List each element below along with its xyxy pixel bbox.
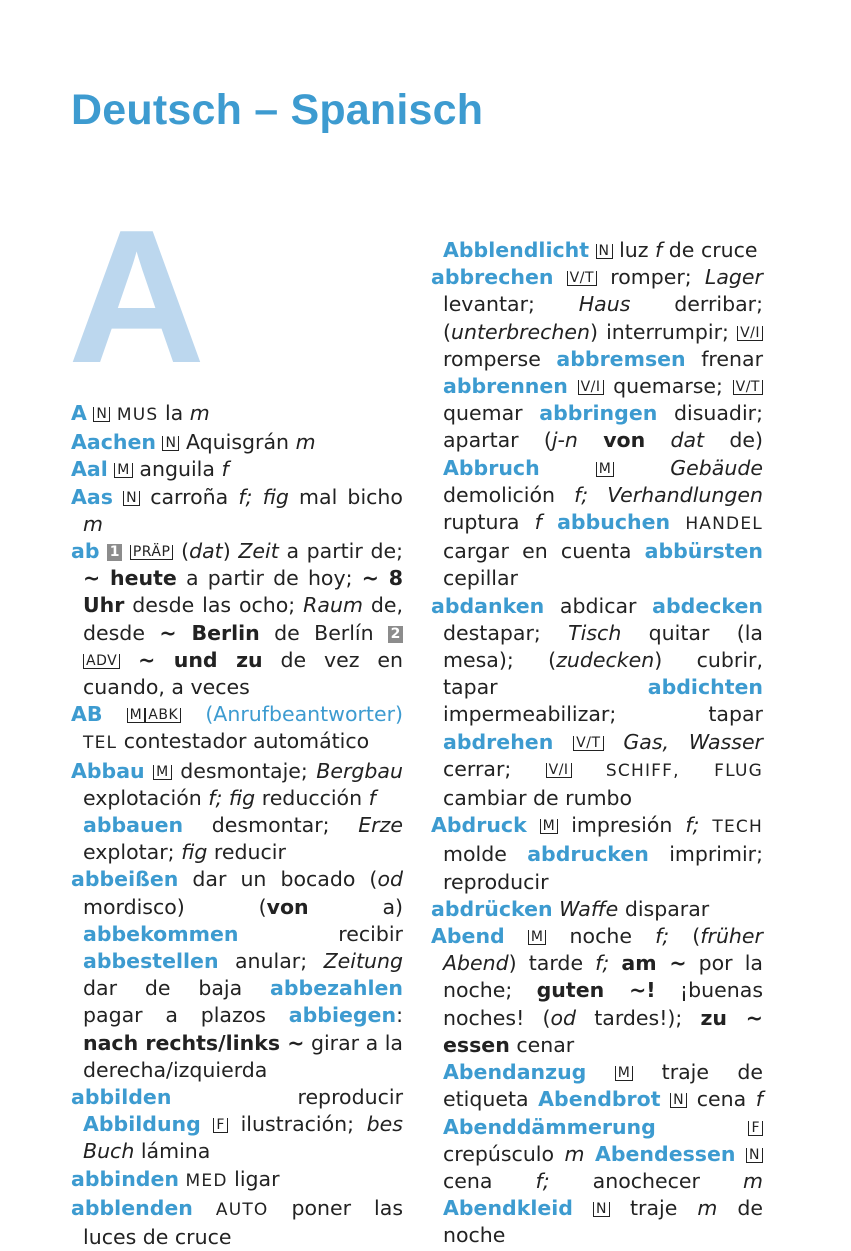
pos-tag: ADV	[83, 654, 120, 669]
text: :	[396, 1003, 403, 1028]
headword: Abendbrot	[538, 1087, 661, 1112]
gender-tag: N	[93, 407, 110, 422]
translation: demolición	[443, 482, 556, 507]
translation: de Berlín	[274, 620, 374, 645]
translation: desde las ocho;	[132, 593, 296, 618]
headword: abbringen	[539, 401, 658, 426]
italic-note: f; fig	[208, 785, 256, 810]
translation: dar de baja	[83, 976, 243, 1001]
phrase: am ~	[621, 951, 687, 976]
translation: impermeabilizar; tapar	[443, 702, 763, 727]
translation: disuadir; apartar (	[443, 401, 763, 453]
headword: Abendessen	[594, 1141, 736, 1166]
translation: romperse	[443, 346, 541, 371]
translation: ) interrumpir;	[590, 319, 729, 344]
italic-note: Zeitung	[323, 949, 403, 974]
page-title: Deutsch – Spanisch	[71, 86, 484, 134]
field-label: HANDEL	[685, 514, 763, 535]
phrase: ~ 8 Uhr	[83, 566, 403, 618]
gender-tag: F	[213, 1118, 228, 1133]
translation: de noche	[443, 1196, 763, 1248]
italic-note: Tisch	[568, 620, 622, 645]
gender-tag: N	[593, 1202, 610, 1217]
gender-tag: F	[748, 1121, 763, 1136]
entry-abdanken	[431, 593, 763, 813]
headword: abbrechen	[431, 265, 554, 290]
headword: abdichten	[647, 675, 763, 700]
italic-note: Lager	[704, 265, 763, 290]
text: (	[692, 924, 701, 949]
translation: reducción	[261, 785, 363, 810]
headword: Abbruch	[443, 455, 540, 480]
italic-note: od	[377, 867, 403, 892]
headword: A	[71, 401, 87, 425]
translation: de, desde	[83, 593, 403, 645]
gender-italic: m	[743, 1168, 763, 1193]
phrase: ~ Berlin	[159, 620, 260, 645]
translation: imprimir; reproducir	[443, 842, 763, 894]
text: (	[181, 539, 190, 564]
gender-italic: f;	[535, 1168, 550, 1193]
translation: anular;	[235, 949, 308, 974]
gender-tag: M	[127, 708, 146, 723]
gender-tag: N	[746, 1148, 763, 1163]
translation: ilustración;	[240, 1112, 355, 1137]
entry-Abdruck	[431, 812, 763, 896]
italic-note: zudecken	[556, 648, 655, 673]
italic-note: früher Abend	[443, 924, 763, 976]
phrase: nach rechts/links ~	[83, 1030, 305, 1055]
gender-tag: N	[162, 436, 179, 451]
gender-italic: f	[534, 510, 542, 535]
headword: abbestellen	[83, 949, 219, 974]
translation: a)	[382, 894, 403, 919]
entry-Abbau	[71, 758, 403, 812]
headword: abbremsen	[556, 346, 686, 371]
translation: reproducir	[297, 1085, 403, 1110]
section-letter: A	[68, 191, 206, 403]
headword: Abbildung	[83, 1112, 201, 1137]
translation: poner las luces de cruce	[83, 1195, 403, 1250]
gender-italic: m	[697, 1196, 718, 1221]
translation: ) cubrir, tapar	[443, 648, 763, 700]
verb-tag: V/T	[567, 271, 597, 286]
headword: AB	[71, 702, 103, 727]
phrase: ~ und zu	[138, 647, 263, 672]
italic-note: unterbrechen	[451, 319, 590, 344]
headword: Abenddämmerung	[443, 1114, 656, 1139]
sense-number: 2	[388, 626, 403, 643]
entry-abbeissen	[71, 866, 403, 1084]
gender-italic: f	[221, 457, 229, 482]
headword: abdrehen	[443, 729, 554, 754]
headword: abdanken	[431, 593, 545, 618]
translation: crepúsculo	[443, 1141, 555, 1166]
gender-italic: f	[368, 785, 376, 810]
field-label: TECH	[712, 817, 763, 838]
headword: abblenden	[71, 1195, 193, 1220]
translation: a partir de hoy;	[186, 566, 353, 591]
headword: abbiegen	[288, 1003, 397, 1028]
headword: abbuchen	[557, 510, 671, 535]
verb-tag: V/T	[573, 736, 603, 751]
translation: cepillar	[443, 566, 518, 591]
translation: de vez en cuando, a veces	[83, 647, 403, 700]
field-label: MUS	[116, 405, 159, 425]
entry-Aal	[71, 456, 403, 483]
phrase: von	[266, 894, 309, 919]
translation: derribar; (	[443, 292, 763, 344]
entry-Abend	[431, 923, 763, 1059]
field-label: MED	[185, 1170, 228, 1191]
field-label: AUTO	[215, 1199, 269, 1220]
abbreviation-expansion: (Anrufbeantworter)	[205, 702, 403, 727]
translation: de cruce	[668, 238, 758, 262]
headword: abbezahlen	[270, 976, 403, 1001]
translation: noche	[569, 924, 632, 949]
gender-tag: M	[153, 765, 172, 780]
phrase: ~ heute	[83, 566, 177, 591]
phrase: zu ~ essen	[443, 1005, 763, 1057]
dictionary-column-left	[71, 400, 403, 1251]
italic-note: Erze	[358, 813, 403, 838]
translation: cargar en cuenta	[443, 539, 632, 564]
translation: ligar	[234, 1166, 280, 1191]
field-label: TEL	[83, 733, 118, 754]
translation: disparar	[624, 896, 710, 921]
gender-tag: N	[670, 1093, 687, 1108]
entry-Abendanzug	[431, 1059, 763, 1249]
headword: ab	[71, 539, 100, 564]
italic-note: f; fig	[238, 484, 289, 509]
translation: cena	[696, 1087, 747, 1112]
headword: abbekommen	[83, 921, 239, 946]
translation: traje de etiqueta	[443, 1060, 763, 1112]
entry-Abblendlicht	[431, 237, 763, 264]
gender-tag: M	[615, 1066, 634, 1081]
headword: Abdruck	[431, 813, 527, 838]
italic-note: Gas, Wasser	[623, 729, 763, 754]
italic-note: dat	[189, 539, 223, 564]
phrase: von	[603, 428, 646, 453]
translation: cena	[443, 1168, 493, 1193]
translation: desmontaje;	[180, 758, 308, 783]
translation: carroña	[150, 484, 229, 509]
translation: lámina	[140, 1139, 211, 1164]
translation: cenar	[516, 1032, 575, 1057]
italic-note: Zeit	[238, 539, 279, 564]
entry-abblenden	[71, 1195, 403, 1251]
translation: quemar	[443, 401, 523, 426]
headword: abbinden	[71, 1166, 179, 1191]
translation: a partir de;	[286, 539, 403, 564]
translation: anochecer	[592, 1168, 700, 1193]
gender-tag: N	[596, 244, 613, 259]
gender-tag: M	[540, 819, 559, 834]
pos-tag: PRÄP	[130, 545, 174, 560]
headword: abbauen	[83, 813, 184, 838]
translation: mordisco) (	[83, 894, 267, 919]
gender-italic: f;	[595, 951, 610, 976]
italic-note: od	[550, 1005, 577, 1030]
verb-tag: V/I	[578, 380, 604, 395]
sense-number: 1	[107, 544, 122, 561]
headword: Abblendlicht	[443, 238, 590, 262]
gender-tag: M	[596, 462, 615, 477]
headword: Aas	[71, 484, 113, 509]
headword: abbilden	[71, 1085, 172, 1110]
italic-note: j-n	[551, 428, 578, 453]
entry-abbrechen	[431, 264, 763, 592]
gender-tag: M	[114, 463, 133, 478]
text: )	[222, 539, 231, 564]
italic-note: f; Verhandlungen	[574, 482, 763, 507]
translation: romper;	[610, 265, 692, 290]
translation: traje	[630, 1196, 678, 1221]
gender-italic: m	[83, 511, 103, 536]
translation: explotación	[83, 785, 202, 810]
translation: destapar;	[443, 620, 541, 645]
translation: quitar (la mesa); (	[443, 620, 763, 673]
headword: abbürsten	[644, 539, 763, 564]
translation: Aquisgrán	[186, 430, 290, 455]
entry-A	[71, 400, 403, 429]
headword: abbeißen	[71, 867, 179, 892]
dictionary-column-right	[431, 237, 763, 1250]
translation: explotar;	[83, 840, 175, 865]
gender-italic: m	[564, 1141, 585, 1166]
translation: de)	[729, 428, 763, 453]
entry-AB	[71, 701, 403, 757]
translation: pagar a plazos	[83, 1003, 266, 1028]
gender-tag: M	[528, 930, 547, 945]
italic-note: fig	[181, 840, 208, 865]
translation: recibir	[338, 921, 403, 946]
translation: desmontar;	[211, 813, 330, 838]
verb-tag: V/I	[546, 763, 572, 778]
headword: abdecken	[652, 593, 763, 618]
phrase: guten ~!	[536, 978, 656, 1003]
gender-italic: m	[295, 430, 316, 455]
translation: tardes!);	[594, 1005, 683, 1030]
translation: girar a la derecha/izquierda	[83, 1030, 403, 1082]
translation: levantar;	[443, 292, 535, 317]
translation: mal bicho	[299, 484, 403, 509]
abbreviation-tag: ABK	[145, 708, 181, 723]
italic-note: bes Buch	[83, 1112, 403, 1164]
headword: Aal	[71, 457, 108, 482]
translation: impresión	[571, 813, 673, 838]
entry-abbauen	[71, 812, 403, 866]
translation: ruptura	[443, 510, 520, 535]
gender-italic: f;	[685, 813, 700, 838]
entry-Aachen	[71, 429, 403, 456]
translation: cambiar de rumbo	[443, 786, 633, 811]
translation: cerrar;	[443, 756, 512, 781]
gender-italic: f;	[655, 924, 670, 949]
gender-italic: m	[189, 401, 210, 425]
translation: por la noche;	[443, 951, 763, 1003]
entry-ab	[71, 538, 403, 701]
translation: la	[164, 401, 184, 425]
gender-italic: f	[655, 238, 663, 262]
headword: abbrennen	[443, 374, 568, 399]
translation: quemarse;	[613, 374, 723, 399]
translation: reducir	[213, 840, 286, 865]
translation: dar un bocado (	[192, 867, 378, 892]
headword: abdrücken	[431, 896, 553, 921]
gender-tag: N	[123, 491, 140, 506]
gender-italic: f	[755, 1087, 763, 1112]
italic-note: Waffe	[559, 896, 619, 921]
entry-Aas	[71, 484, 403, 538]
field-label: SCHIFF, FLUG	[605, 760, 763, 781]
translation: molde	[443, 842, 507, 867]
translation: contestador automático	[123, 729, 370, 754]
translation: abdicar	[559, 593, 637, 618]
headword: Aachen	[71, 430, 156, 455]
translation: frenar	[701, 346, 763, 371]
headword: Abbau	[71, 758, 145, 783]
translation: ¡buenas noches! (	[443, 978, 763, 1030]
verb-tag: V/T	[733, 380, 763, 395]
entry-abdruecken	[431, 896, 763, 923]
italic-note: Raum	[303, 593, 363, 618]
translation: luz	[619, 238, 649, 262]
headword: abdrucken	[527, 842, 649, 867]
translation: ) tarde	[508, 951, 584, 976]
verb-tag: V/I	[737, 326, 763, 341]
entry-abbilden	[71, 1084, 403, 1166]
entry-abbinden	[71, 1166, 403, 1195]
italic-note: Bergbau	[316, 758, 403, 783]
headword: Abendanzug	[443, 1060, 587, 1085]
italic-note: Gebäude	[670, 455, 763, 480]
headword: Abend	[431, 924, 505, 949]
headword: Abendkleid	[443, 1196, 573, 1221]
italic-note: dat	[670, 428, 705, 453]
italic-note: Haus	[578, 292, 631, 317]
translation: anguila	[139, 457, 215, 482]
